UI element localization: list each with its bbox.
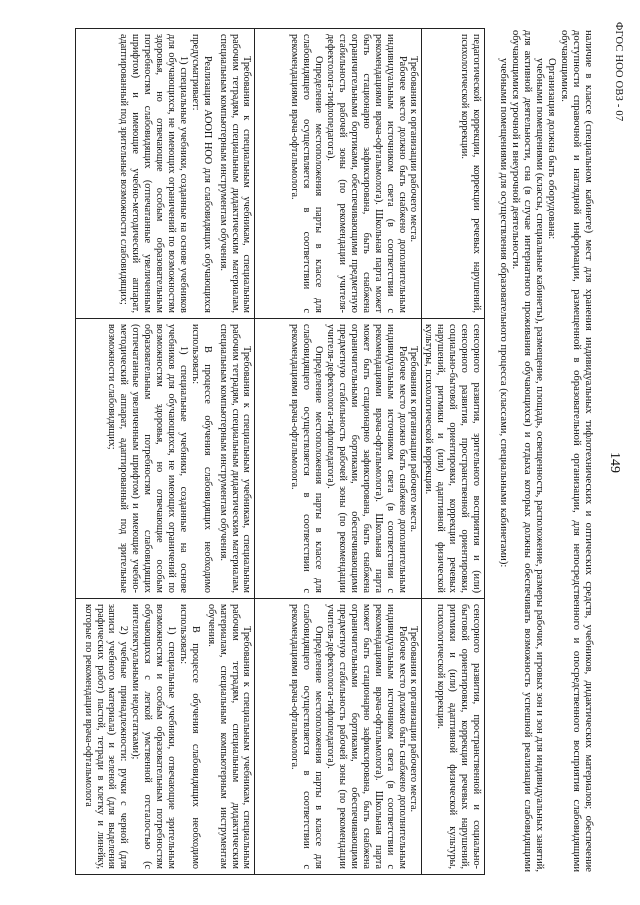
section-title: Требования к организации рабочего места. [408, 626, 420, 813]
table-row [76, 29, 255, 875]
cell-text: В процессе обучения слабовидящих необходимо использовать: [177, 604, 201, 869]
cell-text: Определение местоположения парты в классе для слабовидящего осуществляется в соответствии с рекомендациями врача-офтальмолога. [289, 324, 325, 593]
cell-text: Рабочее место должно быть снабжено дополнительным индивидуальным источником света (в соответствии с рекомендациями врача-офтальмолога). Школьная парта может быть стационарно зафиксирована, быть снабжена ограничительными бортиками, обеспечивающими предметную стабильность рабочей зоны (по рекомендации учителя-дефектолога-тифлопедагога). [325, 324, 408, 593]
intro-paragraph: учебными помещениями для осуществления образовательного процесса (классами, специальными кабинетами): [497, 58, 509, 568]
cell-text: сенсорного развития, зрительного восприятия и (или) сенсорного развития, пространственной ориентировки, социально-бытовой ориентировки, коррекции речевых нарушений, ритмики и (или) адаптивной физической культуры, психологической коррекции. [423, 324, 482, 593]
table-cell [255, 599, 422, 875]
table-cell [76, 599, 255, 875]
cell-text: 1) специальные учебники, созданные на основе учебников для обучающихся, не имеющих ограничений по возможностям здоровья, но отвечающие особым образовательным потребностям слабовидящих (отпечатанные увеличенным шрифтом) и имеющие учебно-методический аппарат, адаптированный под зрительные возможности слабовидящих; [106, 324, 189, 593]
table-cell [76, 29, 255, 319]
cell-text: 1) специальные учебники, отвечающие зрительным возможностям и особым образовательным потребностям обучающихся с легкой умственной отсталостью (с интеллектуальными недостатками); [130, 604, 178, 869]
table-cell [422, 319, 485, 599]
cell-text: педагогической коррекции, коррекции речевых нарушений, психологической коррекции. [459, 34, 482, 313]
table-cell [255, 29, 422, 319]
table-cell [76, 319, 255, 599]
section-title: Требования к организации рабочего места. [408, 56, 420, 243]
section-title: Требования к организации рабочего места. [408, 346, 420, 533]
table-row [422, 29, 485, 875]
cell-text: Реализация АООП НОО для слабовидящих обучающихся предусматривает: [189, 34, 213, 313]
table-cell [422, 599, 485, 875]
cell-text: Определение местоположения парты в классе для слабовидящего осуществляется в соответствии с рекомендациями врача-офтальмолога. [289, 34, 325, 313]
cell-text: Требования к специальным учебникам, специальным рабочим тетрадям, специальным дидактическим материалам, специальным компьютерным инструментам обучения. [217, 34, 253, 313]
intro-text [496, 30, 594, 872]
cell-text: Требования к специальным учебникам, специальным рабочим тетрадям, специальным дидактическим материалам, специальным компьютерным инструментам обучения. [205, 604, 253, 869]
cell-text: сенсорного развития, пространственной и социально-бытовой ориентировки, коррекции речевых нарушений, ритмики и (или) адаптивной физической культуры, психологической коррекции. [435, 604, 482, 869]
cell-text: 2) учебные принадлежности: ручки с черной (для записи учебного материала) и зеленой (для выделения графических работ) пастой, тетради в клетку и линейку, которые по рекомендации врача-офтальмолога [82, 604, 130, 869]
cell-text: 1) специальные учебники, созданные на основе учебников для обучающихся, не имеющих ограничений по возможностям здоровья, но отвечающие особым образовательным потребностям слабовидящих (отпечатанные увеличенным шрифтом) и имеющие учебно-методический аппарат, адаптированный под зрительные возможности слабовидящих; [118, 34, 189, 313]
document-footer: ФГОС НОО ОВЗ - 07 [613, 22, 624, 122]
cell-text: Рабочее место должно быть снабжено дополнительным индивидуальным источником света (в соответствии с рекомендациями врача-офтальмолога). Школьная парта может быть стационарно зафиксирована, быть снабжена ограничительными бортиками, обеспечивающими предметную стабильность рабочей зоны (по рекомендации учителя-дефектолога-тифлопедагога). [325, 604, 408, 869]
cell-text: Определение местоположения парты в классе для слабовидящего осуществляется в соответствии с рекомендациями врача-офтальмолога. [289, 604, 325, 869]
table-cell [255, 319, 422, 599]
intro-paragraph: учебными помещениями (классы, специальные кабинеты), размещение, площадь, освещенность, расположение, размеры рабочих, игровых зон и зон для индивидуальных занятий, для активной деятельности, сна (в случае интернатного проживания обучающихся) и отдыха которых должны обеспечивать возможность успешной реализации слабовидящими обучающимися урочной и внеурочной деятельности. [509, 30, 546, 872]
table-cell [422, 29, 485, 319]
cell-text: В процессе обучения слабовидящих необходимо использовать: [189, 324, 213, 593]
requirements-table [75, 28, 485, 875]
table-row [255, 29, 422, 875]
intro-paragraph: Организация должна быть оборудована: [546, 58, 558, 240]
cell-text: Требования к специальным учебникам, специальным рабочим тетрадям, специальным дидактическим материалам, специальным компьютерным инструментам обучения. [217, 324, 253, 593]
page-number: 149 [607, 452, 622, 473]
intro-paragraph: наличие в классе (специальном кабинете) мест для хранения индивидуальных тифлотехнических и оптических средств, учебников, дидактических материалов; обеспечение доступности справочной и наглядной информации, размещенной в образовательной организации, для непосредственного и опосредственного восприятия слабовидящими обучающимися. [558, 30, 594, 872]
cell-text: Рабочее место должно быть снабжено дополнительным индивидуальным источником света (в соответствии с рекомендациями врача-офтальмолога). Школьная парта может быть стационарно зафиксирована, быть снабжена ограничительными бортиками, обеспечивающими предметную стабильность рабочей зоны (по рекомендации учителя-дефектолога-тифлопедагога). [325, 34, 408, 313]
